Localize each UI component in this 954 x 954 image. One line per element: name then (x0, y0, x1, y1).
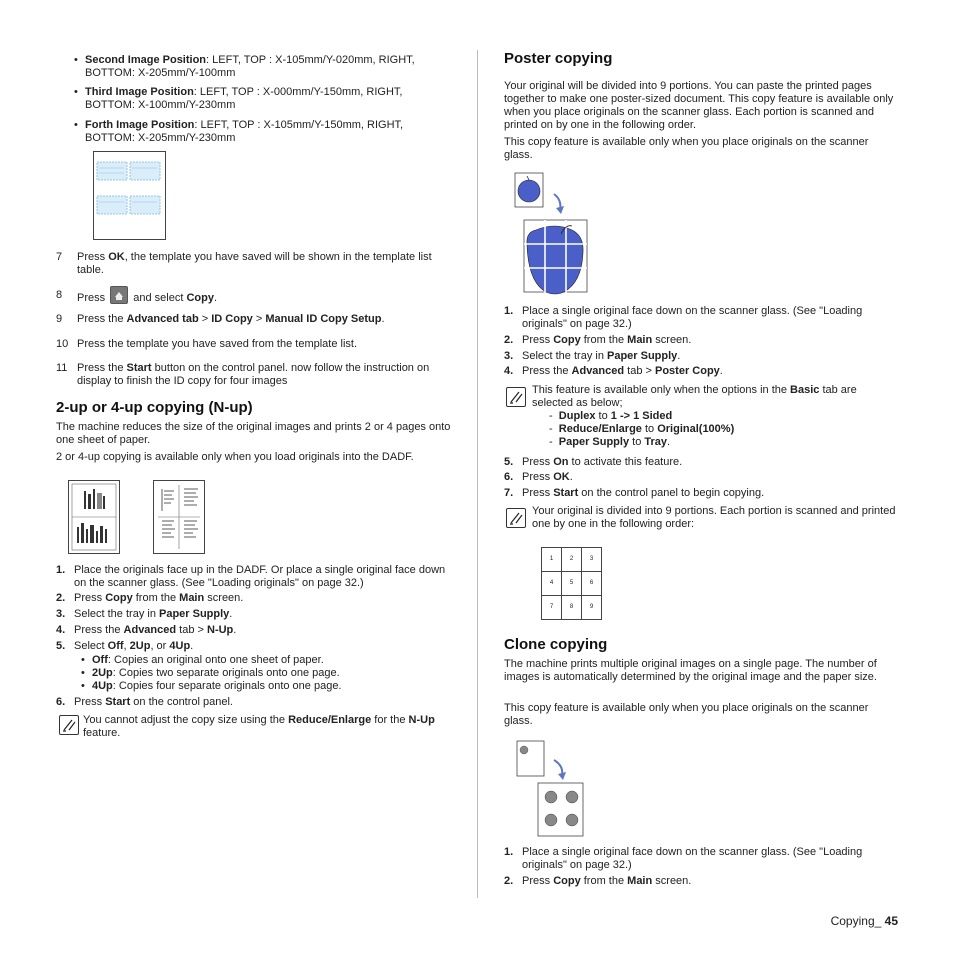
poster-order-grid (541, 547, 602, 620)
clone-paragraph-1: The machine prints multiple original images on a single page. The number of images is automatically determined by the original image and the paper size. (504, 658, 877, 683)
order-cell: 6 (582, 572, 602, 596)
clone-graphic (516, 740, 616, 840)
step-8: 8 Press and select Copy. (56, 289, 456, 307)
nup-sub-off: • Off: Copies an original onto one sheet of paper. (92, 654, 324, 667)
nup-paragraph-1: The machine reduces the size of the original images and prints 2 or 4 pages onto one sheet of paper. (56, 421, 451, 446)
clone-step-1: 1. Place a single original face down on the scanner glass. (See "Loading originals" on page 32.) (504, 846, 863, 871)
poster-paragraph-2: This copy feature is available only when you place originals on the scanner glass. (504, 136, 869, 161)
nup-step-1: 1. Place the originals face up in the DADF. Or place a single original face down on the scanner glass. (See "Loading originals" on page 32.) (56, 564, 446, 589)
bullet-forth-image: • Forth Image Position: LEFT, TOP : X-105mm/Y-150mm, RIGHT, BOTTOM: X-205mm/Y-230mm (85, 119, 445, 145)
nup-paragraph-2: 2 or 4-up copying is available only when you load originals into the DADF. (56, 451, 414, 463)
clone-heading: Clone copying (504, 636, 608, 653)
poster-step-2: 2. Press Copy from the Main screen. (504, 334, 692, 346)
order-cell: 8 (562, 596, 582, 620)
clone-paragraph-2: This copy feature is available only when you place originals on the scanner glass. (504, 702, 869, 727)
poster-paragraph-1: Your original will be divided into 9 portions. You can paste the printed pages together to make one poster-sized document. This copy feature is available only when you place originals on the scanner glass. Each portion is scanned and printed on by one in the following order. (504, 80, 894, 131)
poster-step-3: 3. Select the tray in Paper Supply. (504, 350, 681, 362)
note-icon (59, 715, 79, 735)
poster-heading: Poster copying (504, 50, 613, 67)
nup-note: You cannot adjust the copy size using the Reduce/Enlarge for the N-Up feature. (83, 714, 435, 739)
nup-step-3: 3. Select the tray in Paper Supply. (56, 608, 233, 620)
poster-step-4: 4. Press the Advanced tab > Poster Copy. (504, 365, 723, 377)
column-divider (477, 50, 478, 898)
nup-step-2: 2. Press Copy from the Main screen. (56, 592, 244, 604)
order-cell: 1 (542, 548, 562, 572)
note-icon (506, 508, 526, 528)
nup-sub-4up: • 4Up: Copies four separate originals onto one page. (92, 680, 342, 693)
poster-note-item-reduce: - Reduce/Enlarge to Original(100%) (549, 423, 735, 435)
clone-figure (516, 740, 616, 840)
nup-2up-figure (68, 480, 120, 554)
id-copy-layout-figure (93, 151, 166, 240)
nup-sub-2up: • 2Up: Copies two separate originals onto one page. (92, 667, 340, 680)
home-icon (110, 286, 128, 304)
order-cell: 9 (582, 596, 602, 620)
nup-4up-graphic (154, 481, 204, 553)
order-cell: 4 (542, 572, 562, 596)
poster-note-2: Your original is divided into 9 portions. Each portion is scanned and printed one by one in the following order: (532, 505, 896, 530)
step-11: 11 Press the Start button on the control panel. now follow the instruction on display to finish the ID copy for four images (56, 362, 430, 387)
poster-step-5: 5. Press On to activate this feature. (504, 456, 683, 468)
poster-note-1: This feature is available only when the options in the Basic tab are selected as below; (532, 384, 857, 409)
order-cell: 7 (542, 596, 562, 620)
poster-note-item-paper: - Paper Supply to Tray. (549, 436, 671, 448)
order-cell: 2 (562, 548, 582, 572)
nup-step-5: 5. Select Off, 2Up, or 4Up. (56, 640, 194, 652)
clone-step-2: 2. Press Copy from the Main screen. (504, 875, 692, 887)
poster-graphic (514, 172, 594, 302)
bullet-third-image: • Third Image Position: LEFT, TOP : X-000mm/Y-150mm, RIGHT, BOTTOM: X-100mm/Y-230mm (85, 86, 445, 112)
step-10: 10 Press the template you have saved from the template list. (56, 338, 358, 350)
page-footer (831, 915, 898, 928)
order-cell: 5 (562, 572, 582, 596)
poster-figure (514, 172, 594, 302)
poster-note-item-duplex: - Duplex to 1 -> 1 Sided (549, 410, 673, 422)
nup-step-6: 6. Press Start on the control panel. (56, 696, 233, 708)
nup-2up-graphic (69, 481, 119, 553)
step-9: 9 Press the Advanced tab > ID Copy > Manual ID Copy Setup. (56, 313, 385, 325)
note-icon (506, 387, 526, 407)
bullet-second-image: • Second Image Position: LEFT, TOP : X-105mm/Y-020mm, RIGHT, BOTTOM: X-205mm/Y-100mm (85, 54, 445, 80)
poster-step-6: 6. Press OK. (504, 471, 573, 483)
footer-section: Copying_ (830, 914, 885, 928)
nup-heading: 2-up or 4-up copying (N-up) (56, 399, 253, 416)
poster-step-7: 7. Press Start on the control panel to begin copying. (504, 487, 765, 499)
id-layout-graphic (94, 152, 165, 239)
nup-4up-figure (153, 480, 205, 554)
step-7: 7 Press OK, the template you have saved will be shown in the template list table. (56, 251, 432, 276)
poster-step-1: 1. Place a single original face down on the scanner glass. (See "Loading originals" on page 32.) (504, 305, 863, 330)
page-number: 45 (884, 914, 898, 928)
nup-step-4: 4. Press the Advanced tab > N-Up. (56, 624, 237, 636)
order-cell: 3 (582, 548, 602, 572)
